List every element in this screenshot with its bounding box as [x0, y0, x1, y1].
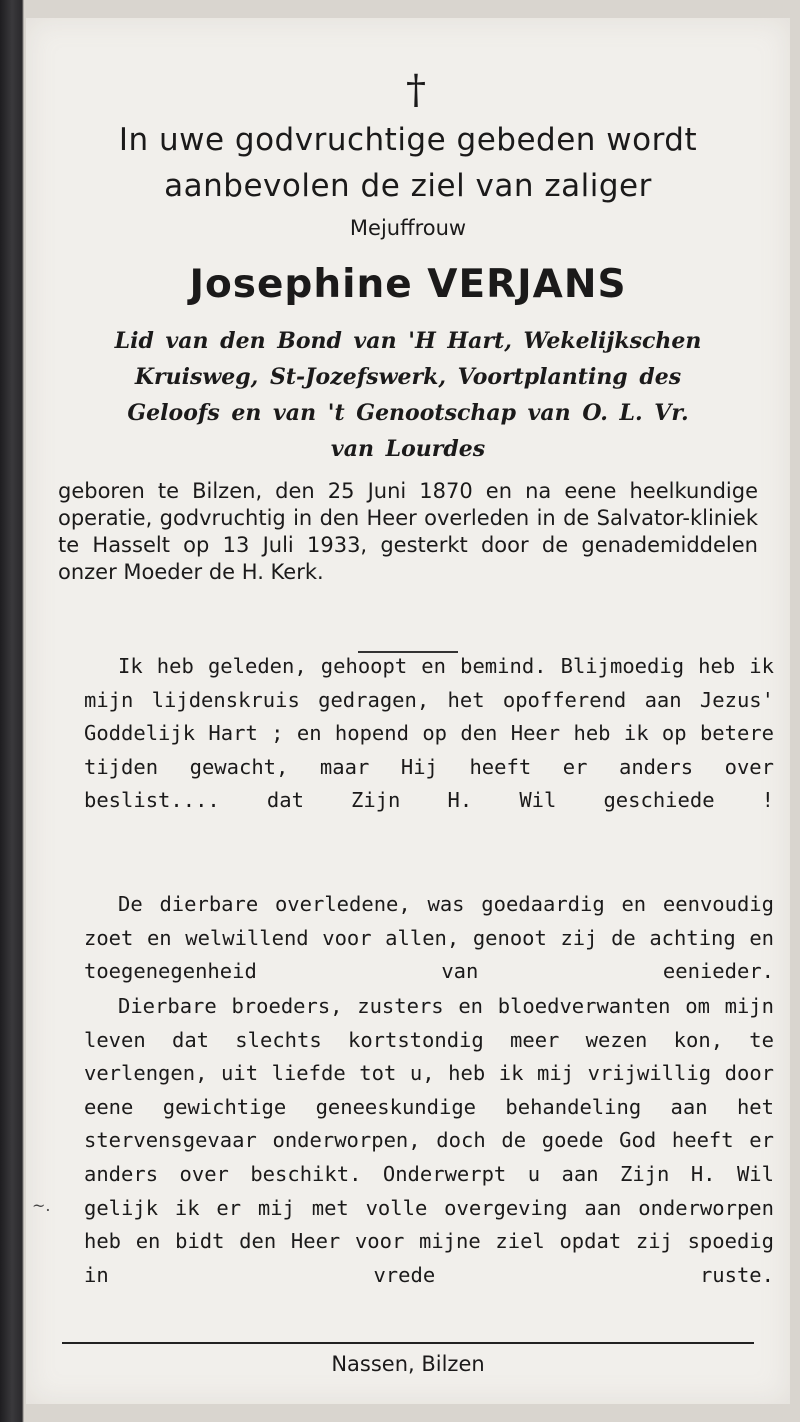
bottom-rule: [62, 1342, 754, 1344]
intro-line-2: aanbevolen de ziel van zaliger: [164, 168, 652, 204]
margin-mark: ~.: [32, 1196, 51, 1215]
paragraph-2: De dierbare overledene, was goedaardig en eenvoudig zoet en welwillend voor allen, genoot zij de achting en toegenegenheid van eenieder.: [84, 892, 774, 984]
printer-credit: Nassen, Bilzen: [331, 1352, 485, 1376]
membership-line-4: van Lourdes: [330, 436, 486, 462]
honorific-title: Mejuffrouw: [349, 216, 467, 240]
biography: geboren te Bilzen, den 25 Juni 1870 en na eene heelkundige operatie, godvruchtig in den Heer overleden in de Salvator-kliniek te Hasselt op 13 Juli 1933, gesterkt door de genademiddelen onzer Moeder de H. Kerk.: [58, 479, 758, 584]
cross-icon: †: [406, 67, 426, 113]
memorial-card: [26, 18, 790, 1404]
deceased-name: Josephine VERJANS: [189, 262, 627, 307]
membership-line-3: Geloofs en van 't Genootschap van O. L. Vr.: [127, 400, 689, 426]
paragraph-3: Dierbare broeders, zusters en bloedverwanten om mijn leven dat slechts kortstondig meer wezen kon, te verlengen, uit liefde tot u, heb ik mij vrijwillig door eene gewichtige geneeskundige behandeling aan het stervensgevaar onderworpen, doch de goede God heeft er anders over beschikt. Onderwerpt u aan Zijn H. Wil gelijk ik er mij met volle overgeving aan onderworpen heb en bidt den Heer voor mijne ziel opdat zij spoedig in vrede ruste.: [84, 994, 774, 1287]
membership-line-2: Kruisweg, St-Jozefswerk, Voortplanting des: [134, 364, 682, 390]
membership-line-1: Lid van den Bond van 'H Hart, Wekelijkschen: [114, 328, 702, 354]
paragraph-1: Ik heb geleden, gehoopt en bemind. Blijmoedig heb ik mijn lijdenskruis gedragen, het opofferend aan Jezus' Goddelijk Hart ; en hopend op den Heer heb ik op betere tijden gewacht, maar Hij heeft er anders over beslist.... dat Zijn H. Wil geschiede !: [84, 654, 774, 813]
intro-line-1: In uwe godvruchtige gebeden wordt: [118, 122, 698, 158]
